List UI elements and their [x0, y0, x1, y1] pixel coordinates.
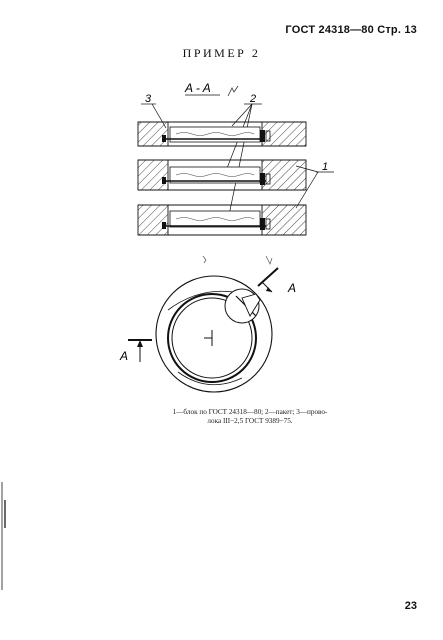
- figure-caption: [100, 408, 400, 426]
- block-layer-3: [138, 205, 306, 235]
- smudge-mark: [228, 86, 238, 96]
- cut-arrow-left: [119, 340, 152, 363]
- callout-1: 1: [322, 161, 329, 173]
- cut-arrow-right: [258, 268, 296, 295]
- example-title: ПРИМЕР 2: [182, 46, 261, 60]
- caption-line-1: 1—блок по ГОСТ 24318—80; 2—пакет; 3—прово-: [172, 408, 328, 416]
- cut-label-right: A: [288, 281, 297, 295]
- block-layer-1: [138, 122, 306, 146]
- callout-3: 3: [145, 93, 152, 105]
- callout-2: 2: [250, 93, 257, 105]
- page-number: 23: [404, 600, 417, 612]
- block-layer-2: [138, 160, 306, 190]
- caption-line-2: лока III−2,5 ГОСТ 9389−75.: [207, 417, 293, 425]
- plan-view: [156, 276, 272, 392]
- section-label: A - A: [185, 81, 211, 95]
- standard-reference-header: ГОСТ 24318—80 Стр. 13: [285, 24, 417, 36]
- cut-label-left: A: [120, 349, 129, 363]
